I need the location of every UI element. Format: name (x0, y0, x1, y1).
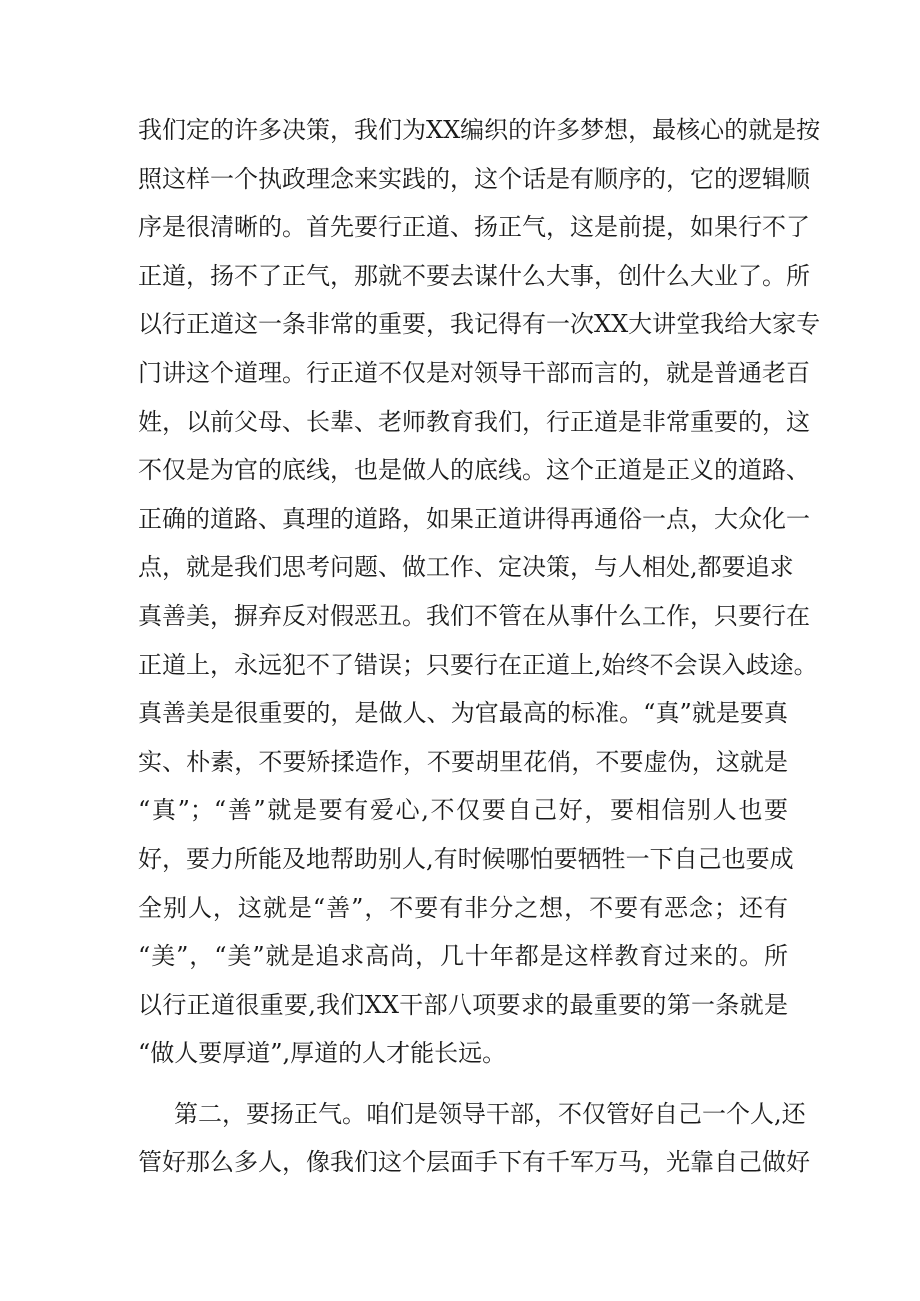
paragraph-1 (138, 106, 821, 1078)
text-line: 正道，扬不了正气，那就不要去谋什么大事，创什么大业了。所 (138, 261, 810, 290)
paragraph-spacer (138, 1078, 788, 1090)
text-line: 管好那么多人，像我们这个层面手下有千军万马，光靠自己做好 (138, 1148, 810, 1177)
paragraph-2 (138, 1090, 810, 1187)
text-line: 以行正道这一条非常的重要，我记得有一次XX大讲堂我给大家专 (138, 310, 821, 339)
document-body (138, 106, 821, 1187)
text-line: 第二，要扬正气。咱们是领导干部，不仅管好自己一个人,还 (174, 1099, 806, 1128)
text-line: “美”，“美”就是追求高尚，几十年都是这样教育过来的。所 (138, 942, 788, 971)
text-line: 我们定的许多决策，我们为XX编织的许多梦想，最核心的就是按 (138, 116, 821, 144)
text-line: “真”；“善”就是要有爱心,不仅要自己好，要相信别人也要 (138, 796, 788, 825)
text-line: 序是很清晰的。首先要行正道、扬正气，这是前提，如果行不了 (138, 213, 810, 242)
text-line: 实、朴素，不要矫揉造作，不要胡里花俏，不要虚伪，这就是 (138, 747, 788, 776)
text-line: 门讲这个道理。行正道不仅是对领导干部而言的，就是普通老百 (138, 358, 810, 387)
text-line: 点，就是我们思考问题、做工作、定决策，与人相处,都要追求 (138, 553, 794, 582)
text-line: 不仅是为官的底线，也是做人的底线。这个正道是正义的道路、 (138, 456, 810, 485)
text-line: 全别人，这就是“善”，不要有非分之想，不要有恶念；还有 (138, 893, 788, 922)
text-line: 姓，以前父母、长辈、老师教育我们，行正道是非常重要的，这 (138, 407, 810, 436)
text-line: 正确的道路、真理的道路，如果正道讲得再通俗一点，大众化一 (138, 504, 810, 533)
text-line: 以行正道很重要,我们XX干部八项要求的最重要的第一条就是 (138, 990, 788, 1019)
text-line: 好，要力所能及地帮助别人,有时候哪怕要牺牲一下自己也要成 (138, 844, 794, 873)
text-line: 真善美，摒弃反对假恶丑。我们不管在从事什么工作，只要行在 (138, 601, 810, 630)
text-line: 真善美是很重要的，是做人、为官最高的标准。“真”就是要真 (138, 699, 788, 728)
text-line: “做人要厚道”,厚道的人才能长远。 (138, 1039, 507, 1068)
text-line: 照这样一个执政理念来实践的，这个话是有顺序的，它的逻辑顺 (138, 164, 810, 193)
text-line: 正道上，永远犯不了错误；只要行在正道上,始终不会误入歧途。 (138, 650, 818, 679)
